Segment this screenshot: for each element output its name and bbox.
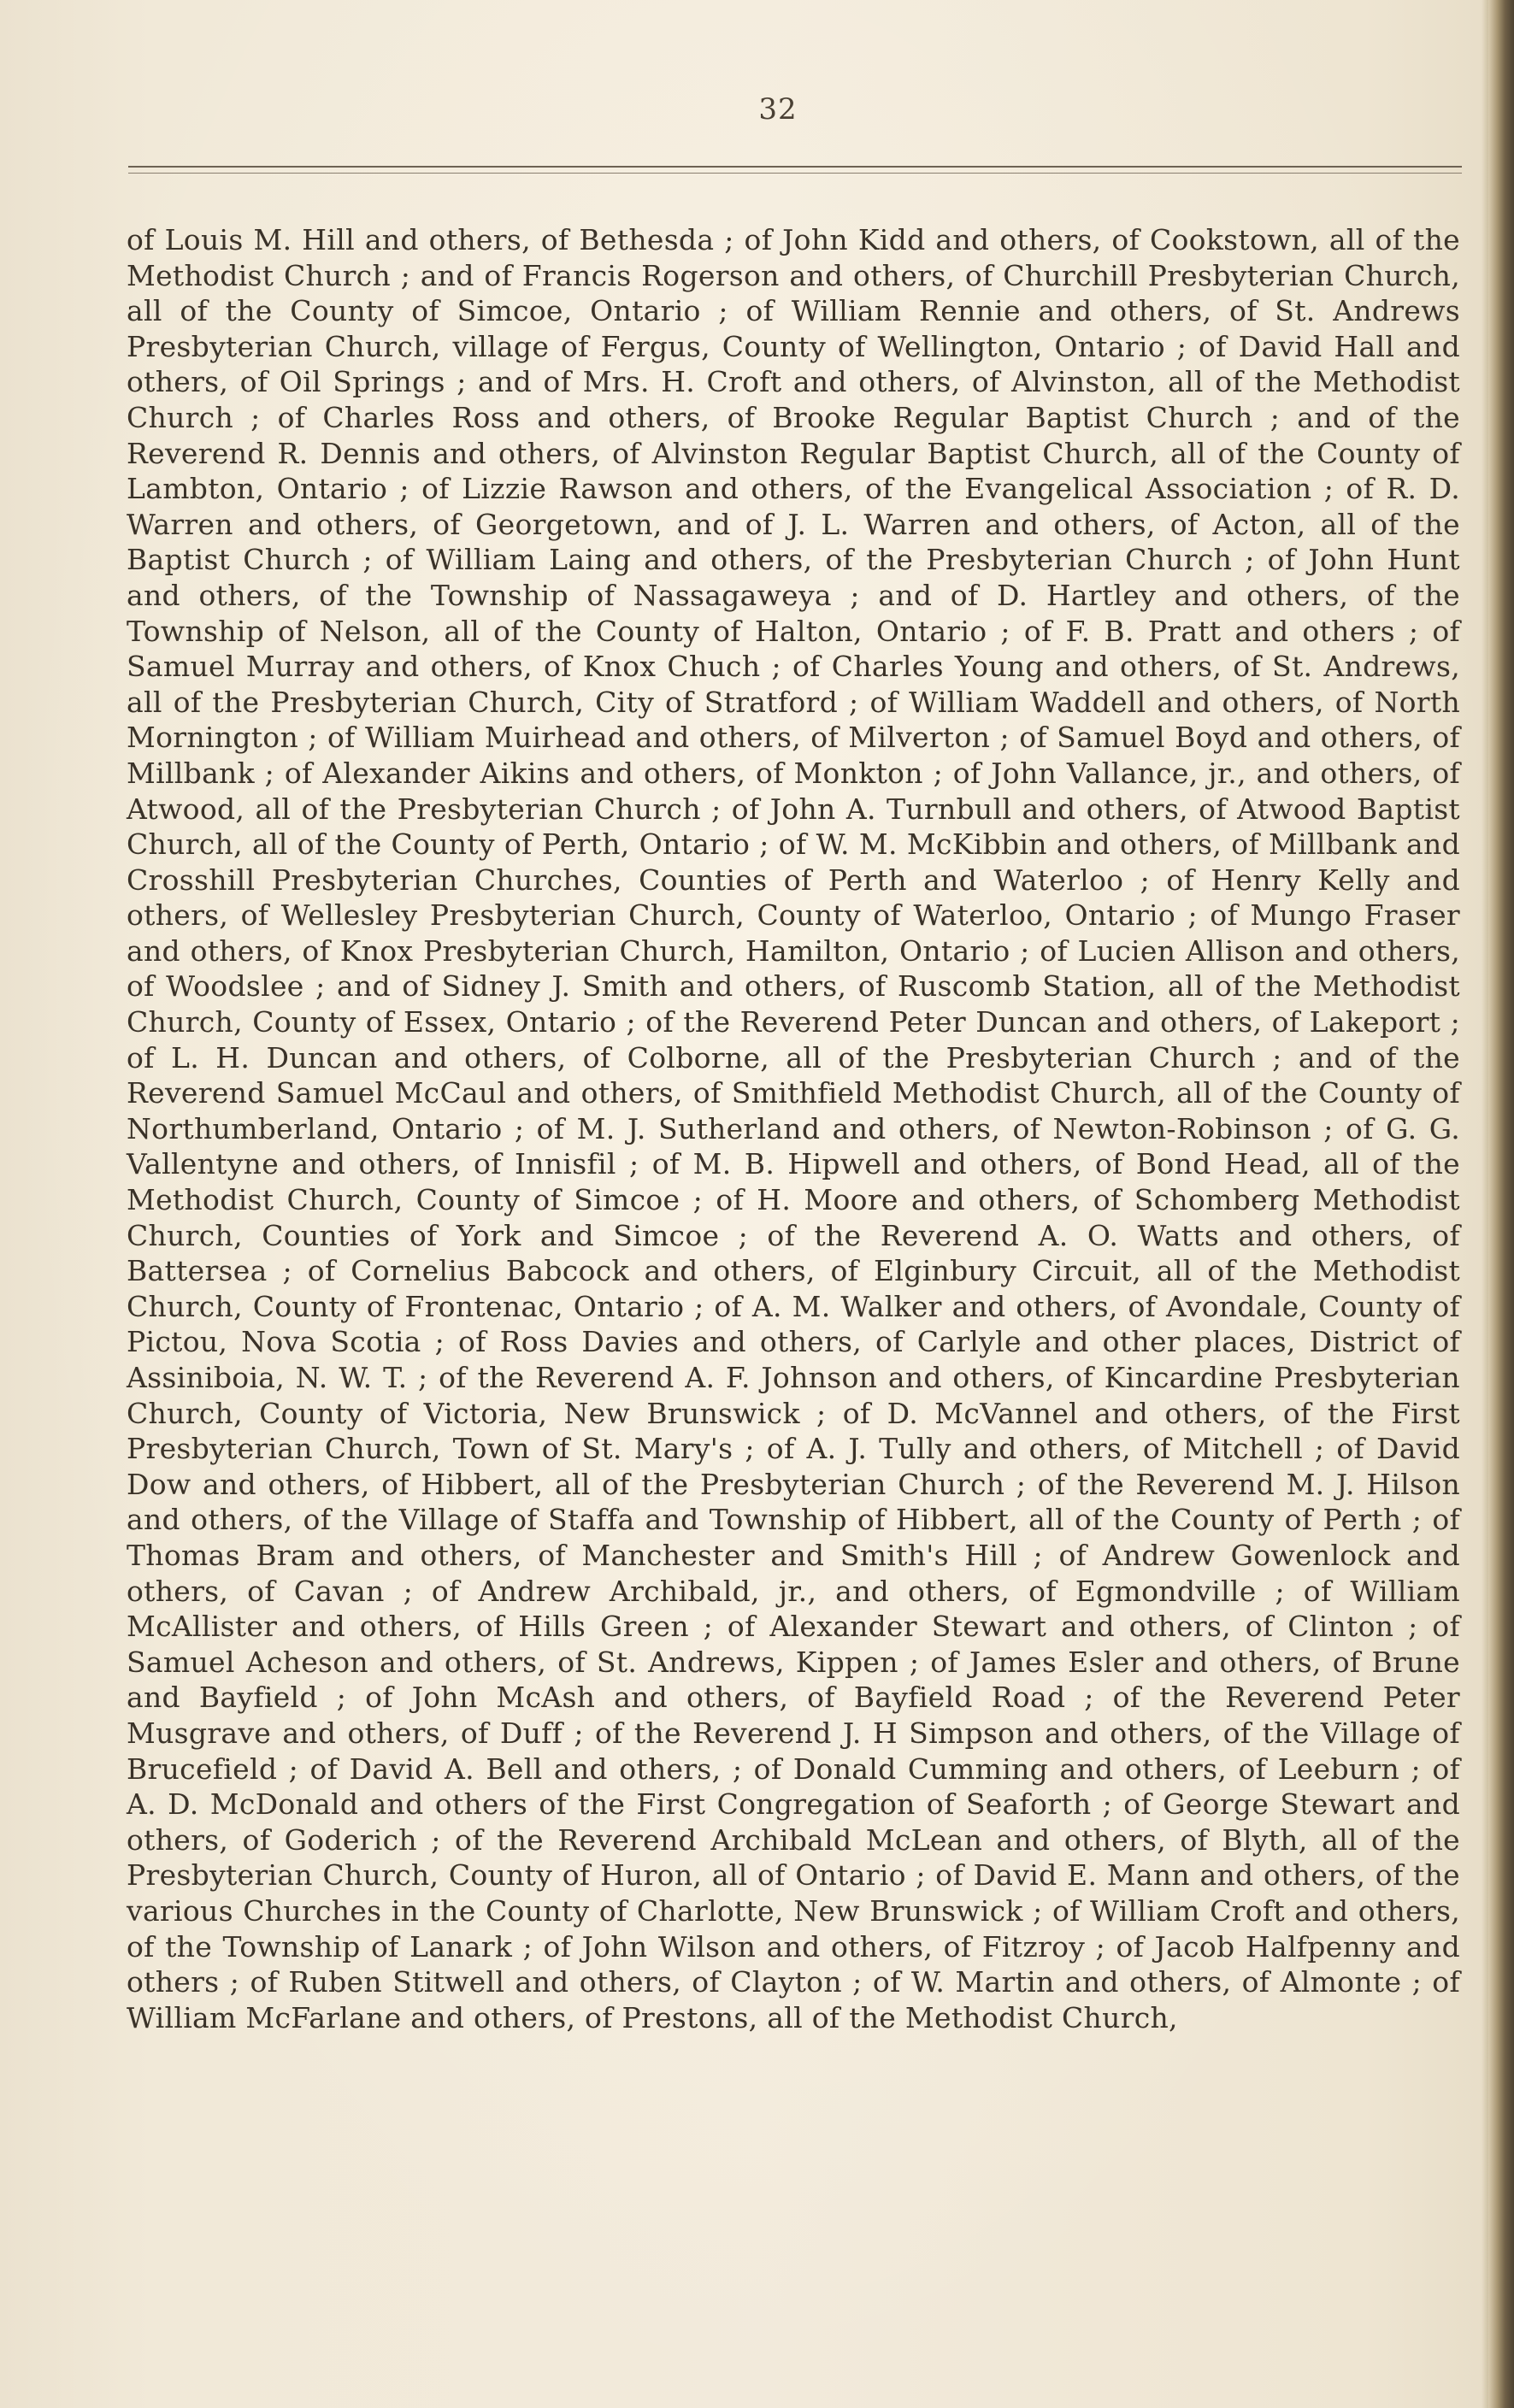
header-rule [128,166,1462,168]
page-edge-shadow [1482,0,1488,2408]
body-paragraph: of Louis M. Hill and others, of Bethesda ; of John Kidd and others, of Cookstown, all of the Methodist Church ; and of Francis Rogerson and others, of Churchill Presbyterian Church, all of the County of Simcoe, Ontario ; of William Rennie and others, of St. Andrews Presbyterian Church, village of Fergus, County of Wellington, Ontario ; of David Hall and others, of Oil Springs ; and of Mrs. H. Croft and others, of Alvinston, all of the Methodist Church ; of Charles Ross and others, of Brooke Regular Baptist Church ; and of the Reverend R. Dennis and others, of Alvinston Regular Baptist Church, all of the County of Lambton, Ontario ; of Lizzie Rawson and others, of the Evangelical Association ; of R. D. Warren and others, of Georgetown, and of J. L. Warren and others, of Acton, all of the Baptist Church ; of William Laing and others, of the Presbyterian Church ; of John Hunt and others, of the Township of Nassagaweya ; and of D. Hartley and others, of the Township of Nelson, all of the County of Halton, Ontario ; of F. B. Pratt and others ; of Samuel Murray and others, of Knox Chuch ; of Charles Young and others, of St. Andrews, all of the Presbyterian Church, City of Stratford ; of William Waddell and others, of North Mornington ; of William Muirhead and others, of Milverton ; of Samuel Boyd and others, of Millbank ; of Alexander Aikins and others, of Monkton ; of John Vallance, jr., and others, of Atwood, all of the Presbyterian Church ; of John A. Turnbull and others, of Atwood Baptist Church, all of the County of Perth, Ontario ; of W. M. McKibbin and others, of Millbank and Crosshill Presbyterian Churches, Counties of Perth and Waterloo ; of Henry Kelly and others, of Wellesley Presbyterian Church, County of Waterloo, Ontario ; of Mungo Fraser and others, of Knox Presbyterian Church, Hamilton, Ontario ; of Lucien Allison and others, of Woodslee ; and of Sidney J. Smith and others, of Ruscomb Station, all of the Methodist Church, County of Essex, Ontario ; of the Reverend Peter Duncan and others, of Lakeport ; of L. H. Duncan and others, of Colborne, all of the Presbyterian Church ; and of the Reverend Samuel McCaul and others, of Smithfield Methodist Church, all of the County of Northumberland, Ontario ; of M. J. Sutherland and others, of Newton-Robinson ; of G. G. Vallentyne and others, of Innisfil ; of M. B. Hipwell and others, of Bond Head, all of the Methodist Church, County of Simcoe ; of H. Moore and others, of Schomberg Methodist Church, Counties of York and Simcoe ; of the Reverend A. O. Watts and others, of Battersea ; of Cornelius Babcock and others, of Elginbury Circuit, all of the Methodist Church, County of Frontenac, Ontario ; of A. M. Walker and others, of Avondale, County of Pictou, Nova Scotia ; of Ross Davies and others, of Carlyle and other places, District of Assiniboia, N. W. T. ; of the Reverend A. F. Johnson and others, of Kincardine Presbyterian Church, County of Victoria, New Brunswick ; of D. McVannel and others, of the First Presbyterian Church, Town of St. Mary's ; of A. J. Tully and others, of Mitchell ; of David Dow and others, of Hibbert, all of the Presbyterian Church ; of the Reverend M. J. Hilson and others, of the Village of Staffa and Township of Hibbert, all of the County of Perth ; of Thomas Bram and others, of Manchester and Smith's Hill ; of Andrew Gowenlock and others, of Cavan ; of Andrew Archibald, jr., and others, of Egmondville ; of William McAllister and others, of Hills Green ; of Alexander Stewart and others, of Clinton ; of Samuel Acheson and others, of St. Andrews, Kippen ; of James Esler and others, of Brune and Bayfield ; of John McAsh and others, of Bayfield Road ; of the Reverend Peter Musgrave and others, of Duff ; of the Reverend J. H Simpson and others, of the Village of Brucefield ; of David A. Bell and others, ; of Donald Cumming and others, of Leeburn ; of A. D. McDonald and others of the First Congregation of Seaforth ; of George Stewart and others, of Goderich ; of the Reverend Archibald McLean and others, of Blyth, all of the Presbyterian Church, County of Huron, all of Ontario ; of David E. Mann and others, of the various Churches in the County of Charlotte, New Brunswick ; of William Croft and others, of the Township of Lanark ; of John Wilson and others, of Fitzroy ; of Jacob Halfpenny and others ; of Ruben Stitwell and others, of Clayton ; of W. Martin and others, of Almonte ; of William McFarlane and others, of Prestons, all of the Methodist Church, [127,223,1460,2034]
header-rule-thin [128,173,1462,174]
book-spine-edge [1488,0,1514,2408]
page-number: 32 [758,92,798,127]
